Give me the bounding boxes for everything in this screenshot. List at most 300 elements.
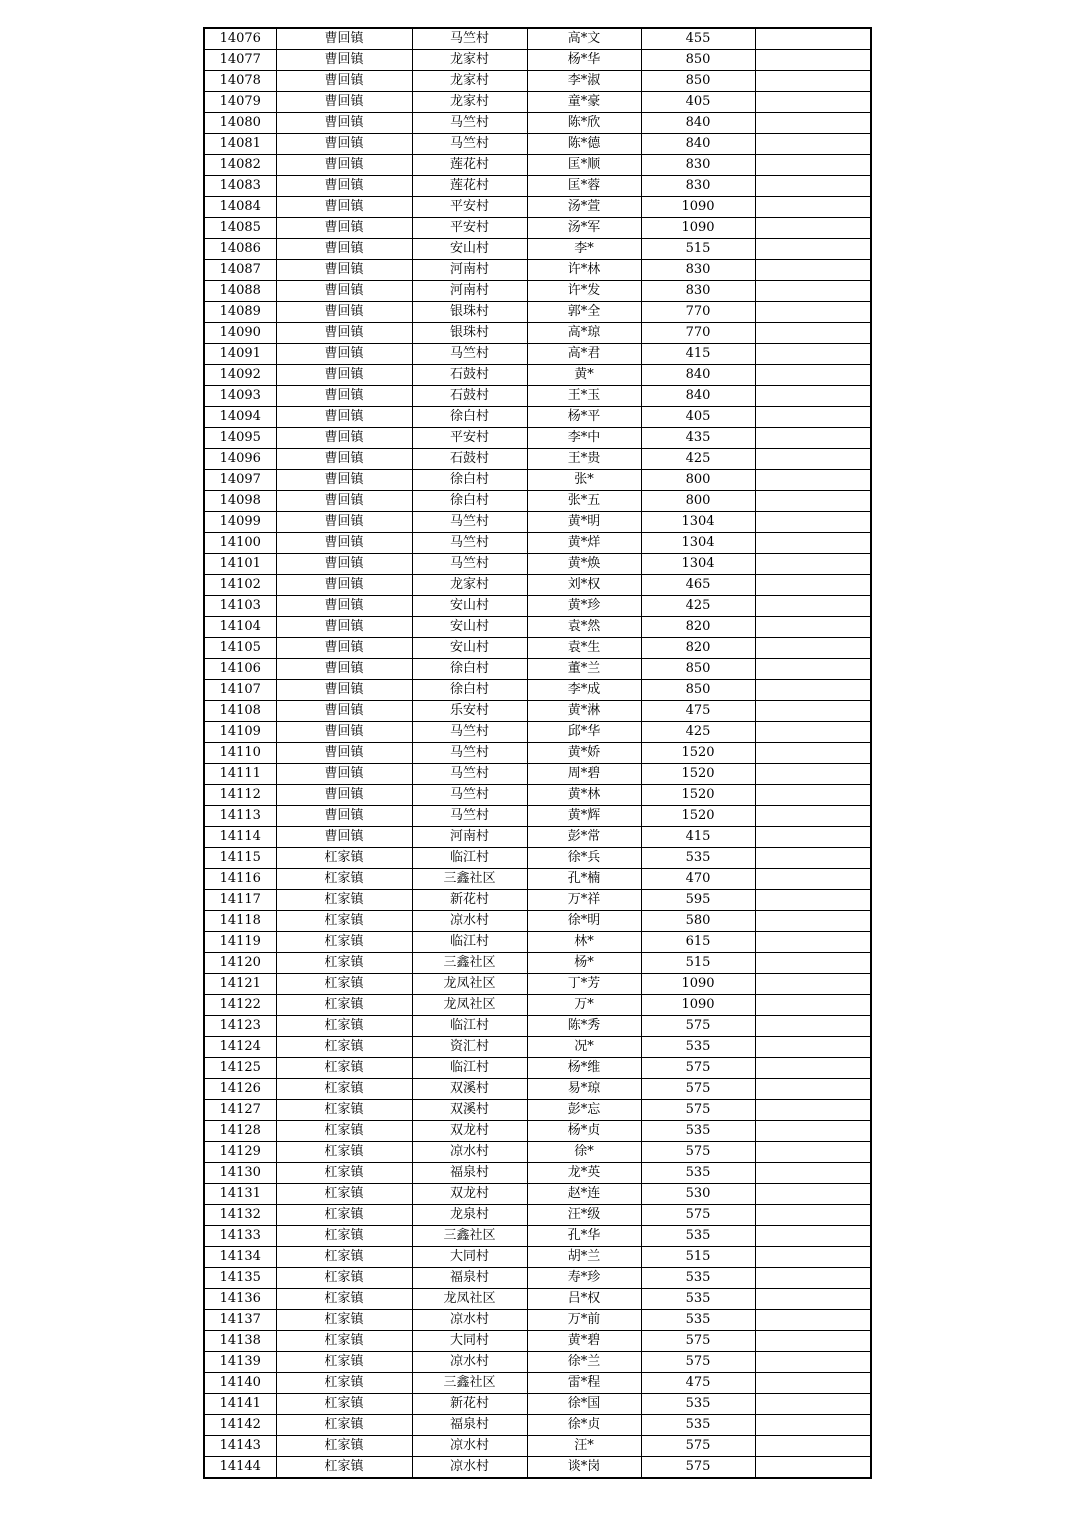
village-cell: 马竺村 [412,28,527,50]
village-cell: 平安村 [412,197,527,218]
town-cell: 杠家镇 [276,1436,412,1457]
table-row [204,827,871,848]
name-cell: 龙*英 [527,1163,641,1184]
village-cell: 龙家村 [412,50,527,71]
remark-cell [755,974,871,995]
amount-cell: 820 [641,638,755,659]
town-cell: 杠家镇 [276,932,412,953]
row-number-cell: 14119 [204,932,276,953]
row-number-cell: 14139 [204,1352,276,1373]
row-number-cell: 14081 [204,134,276,155]
remark-cell [755,1163,871,1184]
name-cell: 黄*辉 [527,806,641,827]
row-number-cell: 14126 [204,1079,276,1100]
remark-cell [755,701,871,722]
name-cell: 王*贵 [527,449,641,470]
name-cell: 许*发 [527,281,641,302]
village-cell: 马竺村 [412,743,527,764]
remark-cell [755,1037,871,1058]
name-cell: 黄* [527,365,641,386]
remark-cell [755,827,871,848]
name-cell: 黄*珍 [527,596,641,617]
name-cell: 黄*焕 [527,554,641,575]
row-number-cell: 14084 [204,197,276,218]
row-number-cell: 14118 [204,911,276,932]
remark-cell [755,617,871,638]
row-number-cell: 14083 [204,176,276,197]
village-cell: 双溪村 [412,1079,527,1100]
remark-cell [755,1184,871,1205]
remark-cell [755,1226,871,1247]
amount-cell: 615 [641,932,755,953]
town-cell: 曹回镇 [276,260,412,281]
town-cell: 杠家镇 [276,1121,412,1142]
amount-cell: 575 [641,1142,755,1163]
table-row [204,533,871,554]
row-number-cell: 14095 [204,428,276,449]
amount-cell: 415 [641,344,755,365]
row-number-cell: 14128 [204,1121,276,1142]
village-cell: 马竺村 [412,785,527,806]
name-cell: 汪* [527,1436,641,1457]
name-cell: 吕*权 [527,1289,641,1310]
amount-cell: 425 [641,449,755,470]
table-row [204,197,871,218]
name-cell: 陈*欣 [527,113,641,134]
row-number-cell: 14137 [204,1310,276,1331]
name-cell: 王*玉 [527,386,641,407]
remark-cell [755,953,871,974]
name-cell: 汤*军 [527,218,641,239]
amount-cell: 575 [641,1058,755,1079]
table-row [204,28,871,50]
village-cell: 福泉村 [412,1268,527,1289]
name-cell: 胡*兰 [527,1247,641,1268]
town-cell: 杠家镇 [276,890,412,911]
town-cell: 杠家镇 [276,1310,412,1331]
town-cell: 杠家镇 [276,911,412,932]
table-row [204,680,871,701]
town-cell: 曹回镇 [276,28,412,50]
remark-cell [755,50,871,71]
amount-cell: 575 [641,1352,755,1373]
amount-cell: 830 [641,155,755,176]
village-cell: 龙泉村 [412,1205,527,1226]
name-cell: 赵*连 [527,1184,641,1205]
village-cell: 河南村 [412,827,527,848]
name-cell: 李*中 [527,428,641,449]
amount-cell: 530 [641,1184,755,1205]
town-cell: 曹回镇 [276,50,412,71]
name-cell: 丁*芳 [527,974,641,995]
row-number-cell: 14115 [204,848,276,869]
amount-cell: 575 [641,1016,755,1037]
name-cell: 林* [527,932,641,953]
table-row [204,995,871,1016]
remark-cell [755,1016,871,1037]
row-number-cell: 14092 [204,365,276,386]
village-cell: 安山村 [412,239,527,260]
name-cell: 徐*贞 [527,1415,641,1436]
table-row [204,764,871,785]
remark-cell [755,491,871,512]
table-row [204,281,871,302]
town-cell: 杠家镇 [276,1268,412,1289]
table-body [204,28,871,1478]
row-number-cell: 14104 [204,617,276,638]
name-cell: 汪*级 [527,1205,641,1226]
town-cell: 曹回镇 [276,197,412,218]
remark-cell [755,785,871,806]
amount-cell: 575 [641,1331,755,1352]
remark-cell [755,1058,871,1079]
row-number-cell: 14110 [204,743,276,764]
table-row [204,1016,871,1037]
table-row [204,1331,871,1352]
remark-cell [755,470,871,491]
town-cell: 杠家镇 [276,869,412,890]
table-row [204,1268,871,1289]
amount-cell: 535 [641,1268,755,1289]
village-cell: 徐白村 [412,491,527,512]
remark-cell [755,512,871,533]
village-cell: 双龙村 [412,1121,527,1142]
village-cell: 安山村 [412,638,527,659]
remark-cell [755,386,871,407]
village-cell: 临江村 [412,1058,527,1079]
village-cell: 银珠村 [412,323,527,344]
town-cell: 杠家镇 [276,848,412,869]
row-number-cell: 14097 [204,470,276,491]
amount-cell: 425 [641,596,755,617]
row-number-cell: 14100 [204,533,276,554]
amount-cell: 800 [641,470,755,491]
remark-cell [755,1100,871,1121]
amount-cell: 840 [641,386,755,407]
table-row [204,449,871,470]
table-row [204,743,871,764]
village-cell: 马竺村 [412,764,527,785]
village-cell: 龙凤社区 [412,1289,527,1310]
town-cell: 杠家镇 [276,1142,412,1163]
row-number-cell: 14122 [204,995,276,1016]
town-cell: 曹回镇 [276,533,412,554]
village-cell: 马竺村 [412,554,527,575]
village-cell: 双溪村 [412,1100,527,1121]
amount-cell: 800 [641,491,755,512]
amount-cell: 580 [641,911,755,932]
town-cell: 杠家镇 [276,974,412,995]
town-cell: 曹回镇 [276,617,412,638]
amount-cell: 1090 [641,218,755,239]
town-cell: 曹回镇 [276,176,412,197]
name-cell: 万*前 [527,1310,641,1331]
row-number-cell: 14141 [204,1394,276,1415]
row-number-cell: 14096 [204,449,276,470]
village-cell: 龙家村 [412,575,527,596]
amount-cell: 465 [641,575,755,596]
remark-cell [755,260,871,281]
village-cell: 新花村 [412,1394,527,1415]
table-row [204,1289,871,1310]
amount-cell: 830 [641,260,755,281]
table-row [204,1310,871,1331]
remark-cell [755,890,871,911]
name-cell: 周*碧 [527,764,641,785]
table-row [204,1373,871,1394]
name-cell: 袁*然 [527,617,641,638]
remark-cell [755,197,871,218]
village-cell: 平安村 [412,218,527,239]
row-number-cell: 14123 [204,1016,276,1037]
village-cell: 凉水村 [412,1142,527,1163]
name-cell: 刘*权 [527,575,641,596]
remark-cell [755,344,871,365]
remark-cell [755,1142,871,1163]
village-cell: 龙家村 [412,71,527,92]
amount-cell: 475 [641,1373,755,1394]
amount-cell: 850 [641,71,755,92]
village-cell: 临江村 [412,932,527,953]
town-cell: 曹回镇 [276,827,412,848]
name-cell: 李*淑 [527,71,641,92]
amount-cell: 820 [641,617,755,638]
row-number-cell: 14103 [204,596,276,617]
town-cell: 杠家镇 [276,1058,412,1079]
table-row [204,155,871,176]
row-number-cell: 14138 [204,1331,276,1352]
table-row [204,701,871,722]
row-number-cell: 14076 [204,28,276,50]
town-cell: 曹回镇 [276,239,412,260]
town-cell: 曹回镇 [276,344,412,365]
amount-cell: 1304 [641,554,755,575]
village-cell: 龙家村 [412,92,527,113]
table-row [204,491,871,512]
amount-cell: 850 [641,659,755,680]
town-cell: 杠家镇 [276,1352,412,1373]
table-row [204,1226,871,1247]
remark-cell [755,995,871,1016]
row-number-cell: 14098 [204,491,276,512]
remark-cell [755,869,871,890]
remark-cell [755,1394,871,1415]
row-number-cell: 14129 [204,1142,276,1163]
village-cell: 三鑫社区 [412,1373,527,1394]
remark-cell [755,1205,871,1226]
name-cell: 杨*贞 [527,1121,641,1142]
town-cell: 曹回镇 [276,449,412,470]
name-cell: 徐*国 [527,1394,641,1415]
remark-cell [755,680,871,701]
town-cell: 杠家镇 [276,1205,412,1226]
table-row [204,407,871,428]
remark-cell [755,71,871,92]
table-row [204,302,871,323]
amount-cell: 850 [641,50,755,71]
village-cell: 大同村 [412,1247,527,1268]
village-cell: 三鑫社区 [412,1226,527,1247]
table-row [204,659,871,680]
name-cell: 黄*碧 [527,1331,641,1352]
amount-cell: 515 [641,239,755,260]
table-row [204,1247,871,1268]
table-row [204,596,871,617]
remark-cell [755,176,871,197]
village-cell: 石鼓村 [412,386,527,407]
table-row [204,1457,871,1479]
amount-cell: 575 [641,1100,755,1121]
remark-cell [755,554,871,575]
remark-cell [755,1289,871,1310]
amount-cell: 1090 [641,995,755,1016]
table-row [204,974,871,995]
name-cell: 许*林 [527,260,641,281]
table-row [204,470,871,491]
remark-cell [755,1373,871,1394]
name-cell: 黄*明 [527,512,641,533]
row-number-cell: 14121 [204,974,276,995]
village-cell: 临江村 [412,848,527,869]
table-row [204,386,871,407]
row-number-cell: 14134 [204,1247,276,1268]
name-cell: 陈*德 [527,134,641,155]
name-cell: 杨*华 [527,50,641,71]
remark-cell [755,365,871,386]
village-cell: 莲花村 [412,155,527,176]
town-cell: 曹回镇 [276,281,412,302]
town-cell: 曹回镇 [276,365,412,386]
village-cell: 马竺村 [412,134,527,155]
town-cell: 曹回镇 [276,155,412,176]
amount-cell: 830 [641,281,755,302]
name-cell: 万* [527,995,641,1016]
town-cell: 曹回镇 [276,638,412,659]
row-number-cell: 14132 [204,1205,276,1226]
remark-cell [755,155,871,176]
row-number-cell: 14130 [204,1163,276,1184]
amount-cell: 475 [641,701,755,722]
town-cell: 杠家镇 [276,1100,412,1121]
table-row [204,932,871,953]
amount-cell: 575 [641,1079,755,1100]
town-cell: 曹回镇 [276,407,412,428]
table-row [204,1205,871,1226]
remark-cell [755,1436,871,1457]
row-number-cell: 14093 [204,386,276,407]
name-cell: 董*兰 [527,659,641,680]
name-cell: 万*祥 [527,890,641,911]
table-row [204,1415,871,1436]
town-cell: 曹回镇 [276,113,412,134]
village-cell: 马竺村 [412,113,527,134]
row-number-cell: 14089 [204,302,276,323]
amount-cell: 575 [641,1436,755,1457]
table-row [204,722,871,743]
name-cell: 谈*岗 [527,1457,641,1479]
row-number-cell: 14131 [204,1184,276,1205]
row-number-cell: 14085 [204,218,276,239]
village-cell: 三鑫社区 [412,953,527,974]
amount-cell: 415 [641,827,755,848]
town-cell: 曹回镇 [276,659,412,680]
row-number-cell: 14112 [204,785,276,806]
village-cell: 徐白村 [412,680,527,701]
name-cell: 黄*娇 [527,743,641,764]
village-cell: 新花村 [412,890,527,911]
village-cell: 福泉村 [412,1163,527,1184]
town-cell: 杠家镇 [276,1037,412,1058]
table-row [204,365,871,386]
village-cell: 河南村 [412,281,527,302]
name-cell: 彭*忘 [527,1100,641,1121]
town-cell: 曹回镇 [276,470,412,491]
town-cell: 曹回镇 [276,71,412,92]
row-number-cell: 14090 [204,323,276,344]
amount-cell: 1304 [641,512,755,533]
village-cell: 马竺村 [412,512,527,533]
remark-cell [755,1457,871,1479]
row-number-cell: 14099 [204,512,276,533]
amount-cell: 1520 [641,743,755,764]
remark-cell [755,575,871,596]
town-cell: 杠家镇 [276,1079,412,1100]
table-row [204,890,871,911]
name-cell: 况* [527,1037,641,1058]
amount-cell: 425 [641,722,755,743]
village-cell: 临江村 [412,1016,527,1037]
name-cell: 黄*林 [527,785,641,806]
town-cell: 曹回镇 [276,323,412,344]
town-cell: 曹回镇 [276,722,412,743]
row-number-cell: 14120 [204,953,276,974]
remark-cell [755,911,871,932]
row-number-cell: 14079 [204,92,276,113]
remark-cell [755,1268,871,1289]
remark-cell [755,1352,871,1373]
table-row [204,176,871,197]
village-cell: 凉水村 [412,1352,527,1373]
amount-cell: 770 [641,323,755,344]
amount-cell: 535 [641,1037,755,1058]
table-row [204,50,871,71]
table-row [204,1436,871,1457]
table-row [204,260,871,281]
name-cell: 陈*秀 [527,1016,641,1037]
village-cell: 马竺村 [412,344,527,365]
amount-cell: 830 [641,176,755,197]
amount-cell: 1090 [641,974,755,995]
row-number-cell: 14111 [204,764,276,785]
row-number-cell: 14101 [204,554,276,575]
row-number-cell: 14082 [204,155,276,176]
name-cell: 邱*华 [527,722,641,743]
remark-cell [755,92,871,113]
remark-cell [755,659,871,680]
name-cell: 杨* [527,953,641,974]
name-cell: 李* [527,239,641,260]
village-cell: 马竺村 [412,533,527,554]
row-number-cell: 14087 [204,260,276,281]
remark-cell [755,764,871,785]
village-cell: 凉水村 [412,1457,527,1479]
amount-cell: 840 [641,134,755,155]
name-cell: 杨*平 [527,407,641,428]
remark-cell [755,302,871,323]
name-cell: 高*琼 [527,323,641,344]
town-cell: 曹回镇 [276,491,412,512]
amount-cell: 1520 [641,764,755,785]
